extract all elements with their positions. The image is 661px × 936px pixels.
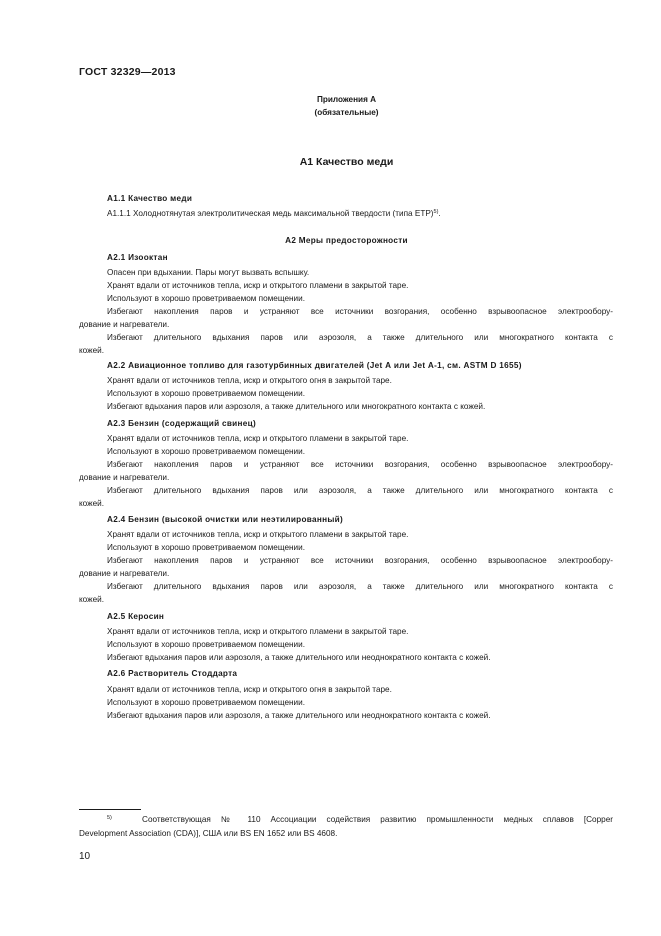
footnote-divider [79, 809, 141, 810]
page-number: 10 [79, 851, 91, 862]
subsection-heading: А2.5 Керосин [107, 612, 165, 621]
paragraph-continuation: дование и нагреватели. [79, 473, 170, 482]
paragraph: Используют в хорошо проветриваемом помещении. [107, 294, 305, 303]
paragraph: Хранят вдали от источников тепла, искр и открытого огня в закрытой таре. [107, 376, 392, 385]
paragraph-continuation: кожей. [79, 595, 105, 604]
paragraph-continuation: дование и нагреватели. [79, 320, 170, 329]
paragraph-end: . [438, 209, 441, 218]
paragraph: Используют в хорошо проветриваемом помещении. [107, 698, 305, 707]
footnote-line: Соответствующая № 110 Ассоциации содействия развитию промышленности медных сплавов [Copper [142, 815, 614, 824]
paragraph: Используют в хорошо проветриваемом помещении. [107, 640, 305, 649]
paragraph: Избегают накопления паров и устраняют все источники возгорания, особенно взрывоопасное электрообору- [107, 460, 613, 469]
subsection-heading: А2.4 Бензин (высокой очистки или неэтилированный) [107, 515, 343, 524]
paragraph-text: А1.1.1 Холоднотянутая электролитическая медь максимальной твердости (типа ЕТР) [107, 209, 434, 218]
paragraph: Избегают накопления паров и устраняют все источники возгорания, особенно взрывоопасное электрообору- [107, 556, 613, 565]
paragraph: Избегают длительного вдыхания паров или аэрозоля, а также длительного или многократного контакта с [107, 582, 613, 591]
paragraph: Хранят вдали от источников тепла, искр и открытого пламени в закрытой таре. [107, 530, 409, 539]
paragraph: Используют в хорошо проветриваемом помещении. [107, 543, 305, 552]
paragraph: Избегают накопления паров и устраняют все источники возгорания, особенно взрывоопасное электрообору- [107, 307, 613, 316]
paragraph: Используют в хорошо проветриваемом помещении. [107, 389, 305, 398]
paragraph [107, 209, 441, 218]
paragraph: Хранят вдали от источников тепла, искр и открытого пламени в закрытой таре. [107, 434, 409, 443]
subsection-heading: А2.6 Растворитель Стоддарта [107, 669, 238, 678]
paragraph: Избегают вдыхания паров или аэрозоля, а также длительного или неоднократного контакта с кожей. [107, 711, 491, 720]
paragraph: Избегают вдыхания паров или аэрозоля, а также длительного или многократного контакта с кожей. [107, 402, 486, 411]
section-a1-title: А1 Качество меди [299, 156, 394, 168]
document-code: ГОСТ 32329—2013 [79, 66, 176, 78]
subsection-heading: А2.3 Бензин (содержащий свинец) [107, 419, 256, 428]
footnote-text [107, 815, 613, 824]
paragraph-continuation: кожей. [79, 499, 105, 508]
subsection-heading: А2.2 Авиационное топливо для газотурбинных двигателей (Jet А или Jet А-1, см. ASTM D 1655) [107, 361, 522, 370]
paragraph-continuation: кожей. [79, 346, 105, 355]
footnote-marker: 5) [107, 815, 112, 821]
footnote-continuation: Development Association (CDA)], США или BS EN 1652 или BS 4608. [79, 829, 338, 838]
section-a2-title: А2 Меры предосторожности [285, 236, 408, 245]
paragraph: Хранят вдали от источников тепла, искр и открытого пламени в закрытой таре. [107, 627, 409, 636]
paragraph: Избегают длительного вдыхания паров или аэрозоля, а также длительного или многократного контакта с [107, 486, 613, 495]
footnote-reference[interactable]: 5) [433, 209, 439, 215]
paragraph: Хранят вдали от источников тепла, искр и открытого огня в закрытой таре. [107, 685, 392, 694]
subsection-heading: А1.1 Качество меди [107, 194, 193, 203]
paragraph: Хранят вдали от источников тепла, искр и открытого пламени в закрытой таре. [107, 281, 409, 290]
paragraph: Избегают длительного вдыхания паров или аэрозоля, а также длительного или многократного контакта с [107, 333, 613, 342]
subsection-heading: А2.1 Изооктан [107, 253, 168, 262]
paragraph: Избегают вдыхания паров или аэрозоля, а также длительного или неоднократного контакта с кожей. [107, 653, 491, 662]
appendix-title: Приложения А [316, 95, 377, 104]
paragraph-continuation: дование и нагреватели. [79, 569, 170, 578]
paragraph: Опасен при вдыхании. Пары могут вызвать вспышку. [107, 268, 310, 277]
paragraph: Используют в хорошо проветриваемом помещении. [107, 447, 305, 456]
appendix-subtitle: (обязательные) [314, 108, 379, 117]
